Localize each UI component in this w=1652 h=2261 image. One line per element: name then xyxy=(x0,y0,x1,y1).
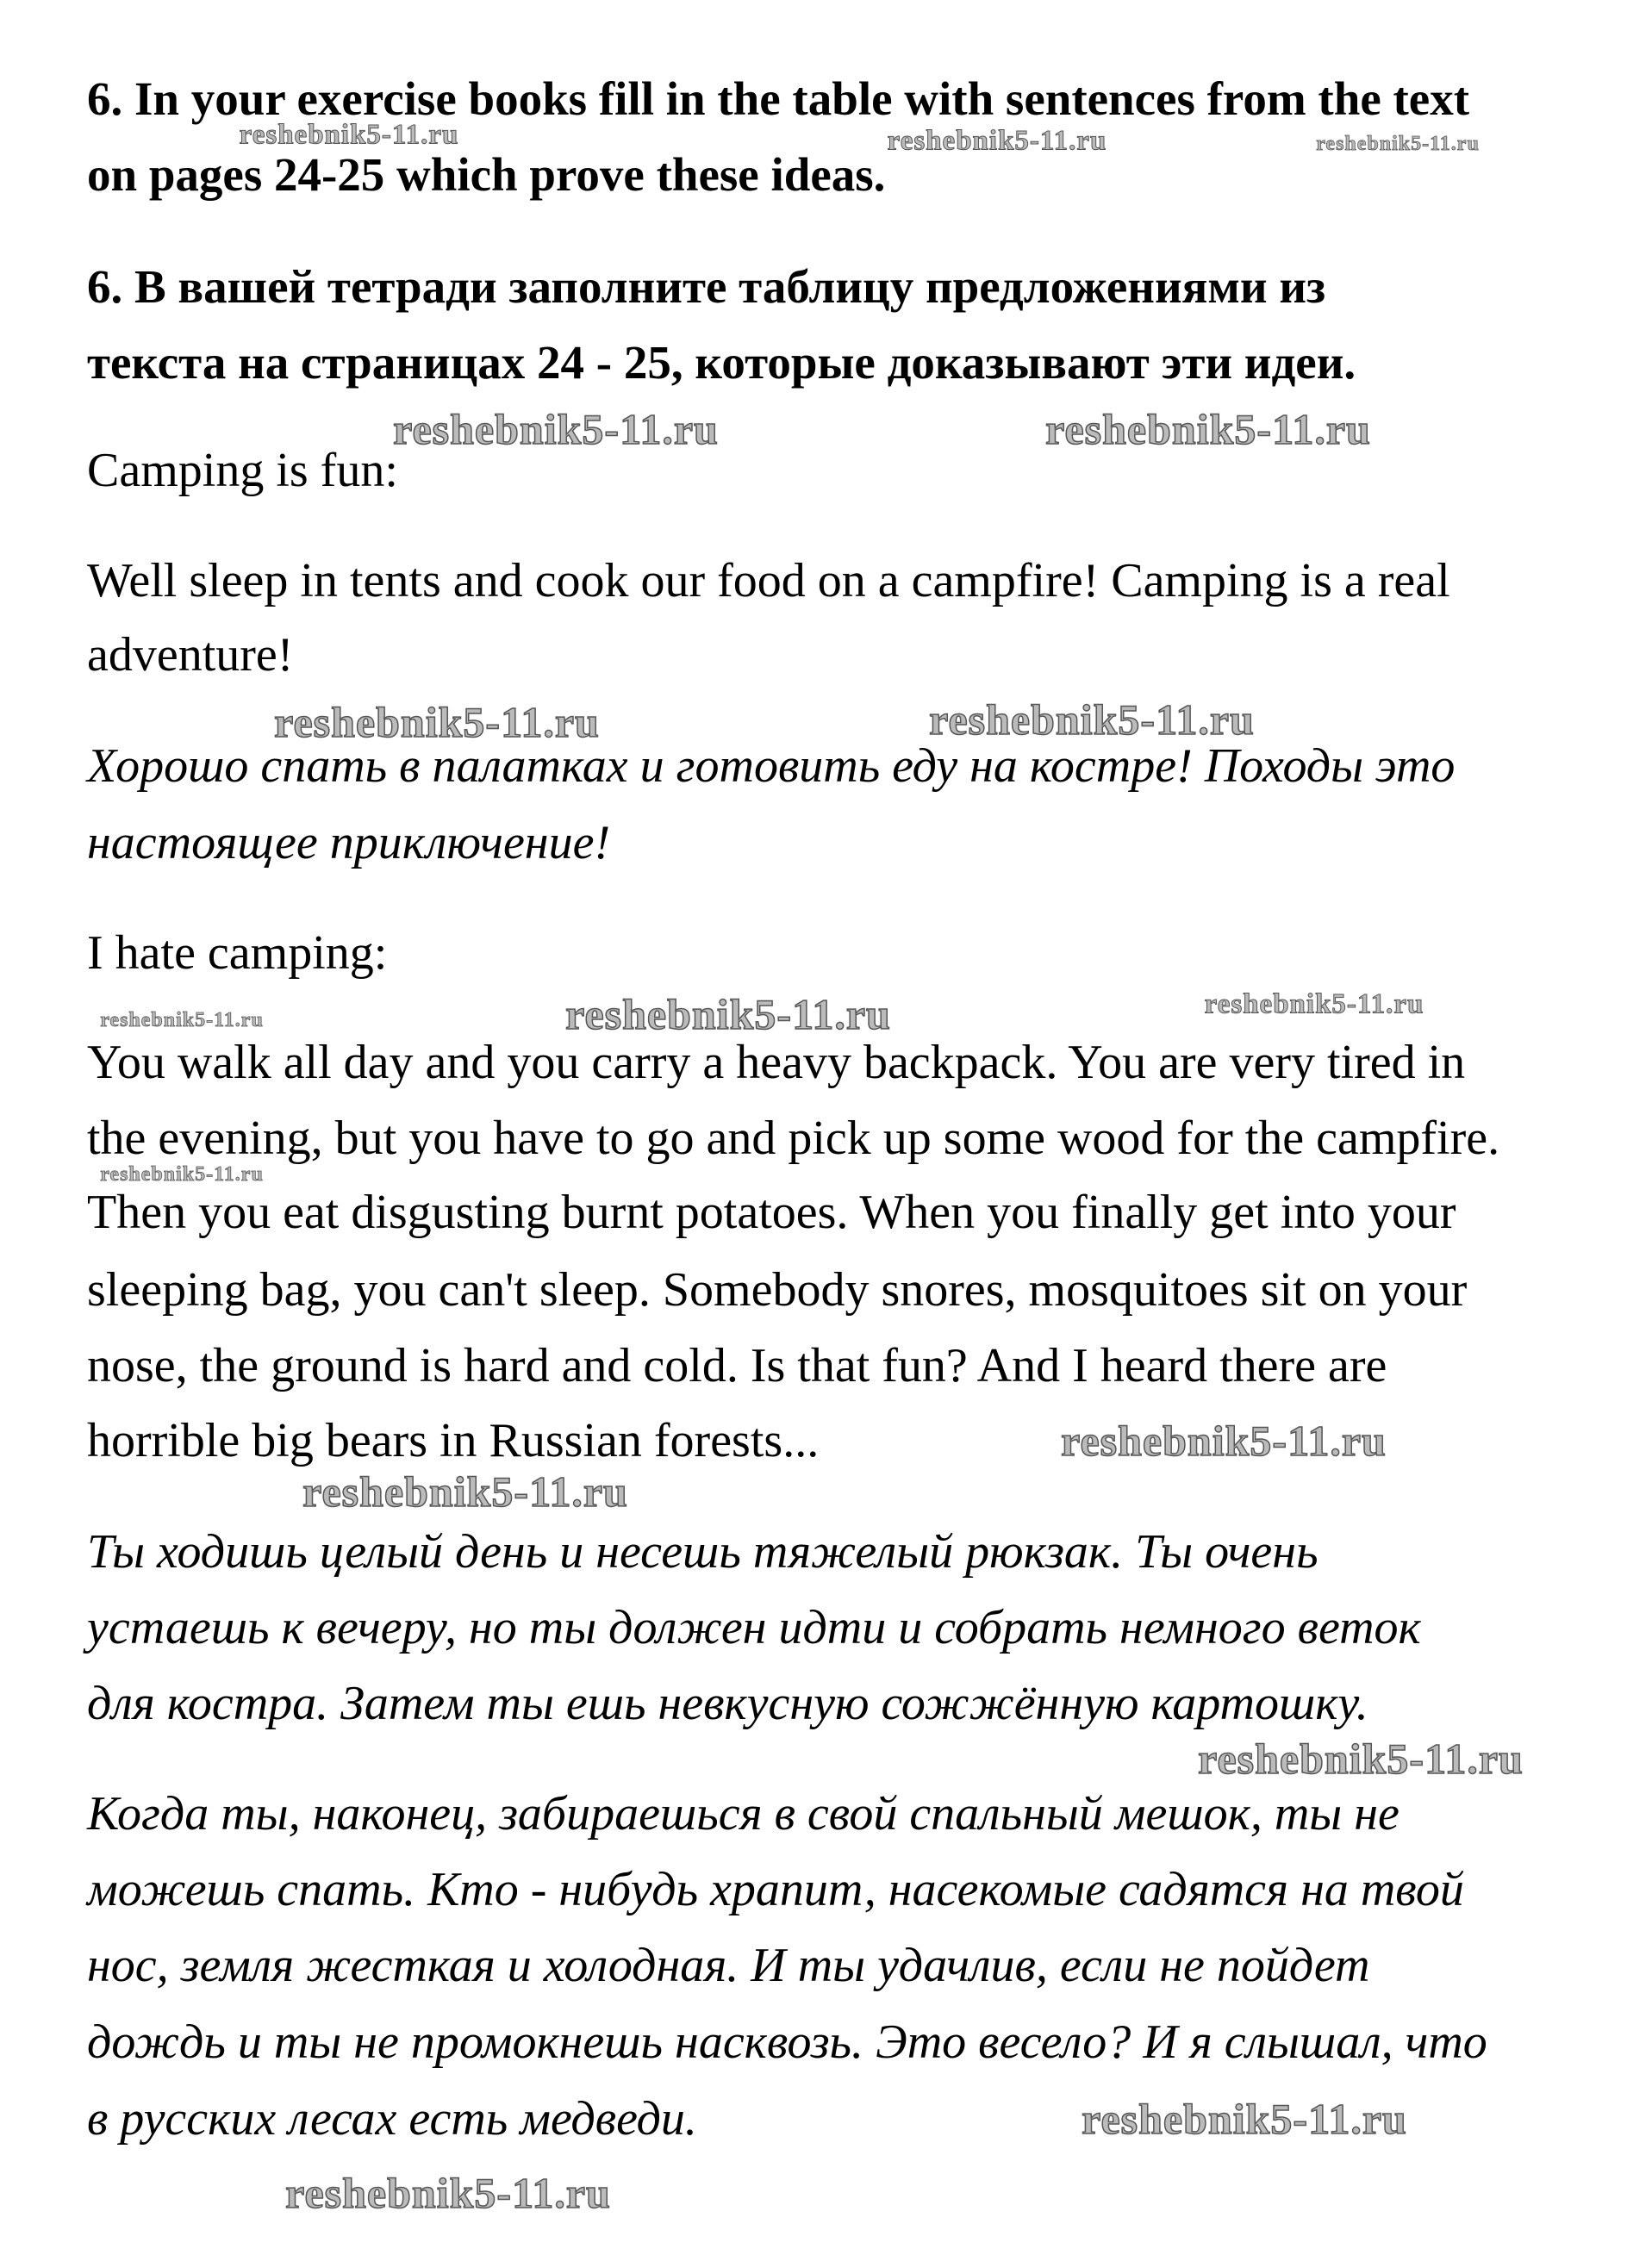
section-heading: I hate camping: xyxy=(87,926,388,980)
watermark: reshebnik5-11.ru xyxy=(302,1467,628,1516)
watermark: reshebnik5-11.ru xyxy=(929,695,1255,744)
task-line: 6. В вашей тетради заполните таблицу предложениями из xyxy=(87,260,1326,313)
text-line: horrible big bears in Russian forests... xyxy=(87,1414,820,1467)
task-line: 6. In your exercise books fill in the table with sentences from the text xyxy=(87,72,1470,125)
watermark: reshebnik5-11.ru xyxy=(1316,133,1480,155)
translation-line: для костра. Затем ты ешь невкусную сожжённую картошку. xyxy=(87,1677,1368,1730)
translation-line: Хорошо спать в палатках и готовить еду на костре! Походы это xyxy=(87,739,1456,793)
watermark: reshebnik5-11.ru xyxy=(100,1009,264,1031)
watermark: reshebnik5-11.ru xyxy=(1061,1417,1387,1465)
watermark: reshebnik5-11.ru xyxy=(1045,405,1371,453)
watermark: reshebnik5-11.ru xyxy=(100,1163,264,1186)
watermark: reshebnik5-11.ru xyxy=(1082,2095,1407,2143)
text-line: Well sleep in tents and cook our food on a campfire! Camping is a real xyxy=(87,554,1450,607)
translation-line: нос, земля жесткая и холодная. И ты удачлив, если не пойдет xyxy=(87,1939,1370,1992)
watermark: reshebnik5-11.ru xyxy=(887,125,1107,157)
translation-line: устаешь к вечеру, но ты должен идти и собрать немного веток xyxy=(87,1601,1421,1654)
translation-line: можешь спать. Кто - нибудь храпит, насекомые садятся на твой xyxy=(87,1863,1464,1916)
watermark: reshebnik5-11.ru xyxy=(285,2169,611,2217)
translation-line: настоящее приключение! xyxy=(87,816,611,869)
translation-line: Ты ходишь целый день и несешь тяжелый рюкзак. Ты очень xyxy=(87,1525,1318,1579)
text-line: nose, the ground is hard and cold. Is that fun? And I heard there are xyxy=(87,1339,1387,1392)
watermark: reshebnik5-11.ru xyxy=(1204,988,1424,1020)
text-line: You walk all day and you carry a heavy backpack. You are very tired in xyxy=(87,1036,1466,1089)
task-line: on pages 24-25 which prove these ideas. xyxy=(87,148,886,201)
task-line: текста на страницах 24 - 25, которые доказывают эти идеи. xyxy=(87,336,1356,389)
section-heading: Camping is fun: xyxy=(87,444,398,497)
translation-line: в русских лесах есть медведи. xyxy=(87,2092,697,2146)
text-line: sleeping bag, you can't sleep. Somebody snores, mosquitoes sit on your xyxy=(87,1263,1468,1317)
text-line: Then you eat disgusting burnt potatoes. When you finally get into your xyxy=(87,1186,1456,1239)
watermark: reshebnik5-11.ru xyxy=(239,119,459,151)
translation-line: дождь и ты не промокнешь насквозь. Это весело? И я слышал, что xyxy=(87,2015,1487,2069)
watermark: reshebnik5-11.ru xyxy=(274,698,600,746)
watermark: reshebnik5-11.ru xyxy=(1198,1735,1524,1783)
text-line: adventure! xyxy=(87,628,294,682)
watermark: reshebnik5-11.ru xyxy=(393,405,719,453)
text-line: the evening, but you have to go and pick up some wood for the campfire. xyxy=(87,1112,1500,1165)
watermark: reshebnik5-11.ru xyxy=(565,990,891,1038)
translation-line: Когда ты, наконец, забираешься в свой спальный мешок, ты не xyxy=(87,1787,1400,1841)
